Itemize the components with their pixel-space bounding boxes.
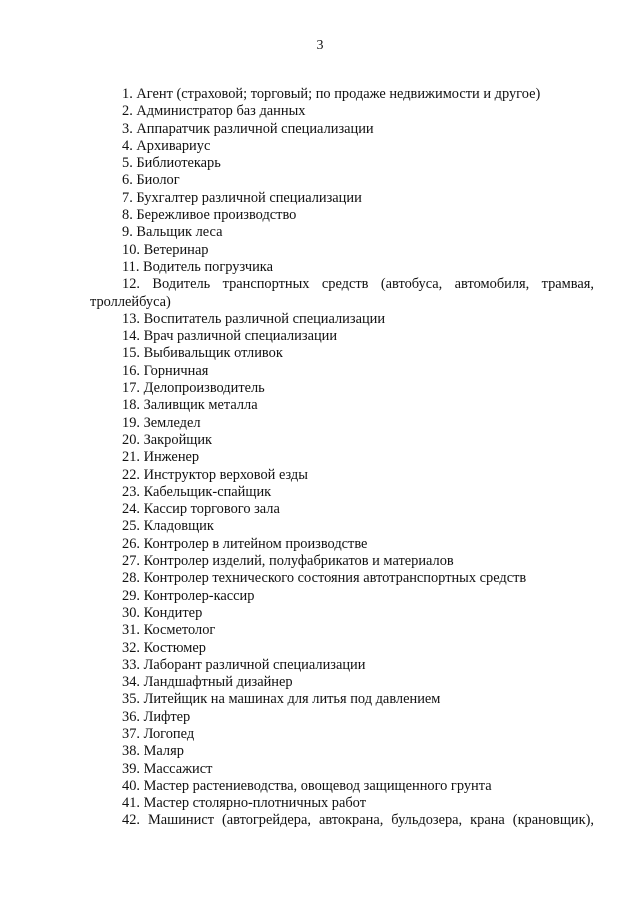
list-item: 35. Литейщик на машинах для литья под давлением <box>122 691 441 708</box>
list-item: 42. Машинист (автогрейдера, автокрана, бульдозера, крана (крановщик), <box>122 812 594 829</box>
list-item: 33. Лаборант различной специализации <box>122 656 366 673</box>
list-item: 2. Администратор баз данных <box>122 103 306 120</box>
list-item: 14. Врач различной специализации <box>122 328 338 345</box>
list-item: 12. Водитель транспортных средств (автобуса, автомобиля, трамвая, троллейбуса) <box>90 276 594 310</box>
list-item: 29. Контролер-кассир <box>122 587 255 604</box>
list-item: 37. Логопед <box>122 725 195 742</box>
list-item: 21. Инженер <box>122 449 200 466</box>
list-item: 22. Инструктор верховой езды <box>122 466 308 483</box>
list-item: 4. Архивариус <box>122 137 211 154</box>
list-item: 11. Водитель погрузчика <box>122 258 273 275</box>
list-item: 30. Кондитер <box>122 604 203 621</box>
list-item: 23. Кабельщик-спайщик <box>122 483 272 500</box>
list-item: 9. Вальщик леса <box>122 224 223 241</box>
list-item: 39. Массажист <box>122 760 213 777</box>
list-item: 27. Контролер изделий, полуфабрикатов и материалов <box>122 553 454 570</box>
list-item: 25. Кладовщик <box>122 518 214 535</box>
list-item: 17. Делопроизводитель <box>122 380 265 397</box>
list-item: 41. Мастер столярно-плотничных работ <box>122 795 366 812</box>
list-item: 18. Заливщик металла <box>122 397 258 414</box>
list-item: 24. Кассир торгового зала <box>122 501 280 518</box>
page-number: 3 <box>316 38 324 53</box>
list-item: 6. Биолог <box>122 172 180 189</box>
list-item: 1. Агент (страховой; торговый; по продаже недвижимости и другое) <box>122 86 541 102</box>
list-item: 5. Библиотекарь <box>122 155 221 172</box>
list-item: 20. Закройщик <box>122 431 213 448</box>
list-item: 32. Костюмер <box>122 639 206 656</box>
list-item: 13. Воспитатель различной специализации <box>122 310 386 327</box>
list-item: 38. Маляр <box>122 743 184 760</box>
list-item: 15. Выбивальщик отливок <box>122 345 283 362</box>
list-item: 28. Контролер технического состояния автотранспортных средств <box>122 570 527 587</box>
list-item: 8. Бережливое производство <box>122 207 297 224</box>
list-item: 31. Косметолог <box>122 622 216 639</box>
list-item: 26. Контролер в литейном производстве <box>122 535 368 552</box>
list-item: 16. Горничная <box>122 362 209 379</box>
list-item: 34. Ландшафтный дизайнер <box>122 674 293 691</box>
profession-list <box>90 86 594 830</box>
list-item: 7. Бухгалтер различной специализации <box>122 189 362 206</box>
list-item: 19. Земледел <box>122 414 201 431</box>
list-item: 36. Лифтер <box>122 708 191 725</box>
list-item: 10. Ветеринар <box>122 241 209 258</box>
list-item: 3. Аппаратчик различной специализации <box>122 120 374 137</box>
list-item: 40. Мастер растениеводства, овощевод защищенного грунта <box>122 777 492 794</box>
